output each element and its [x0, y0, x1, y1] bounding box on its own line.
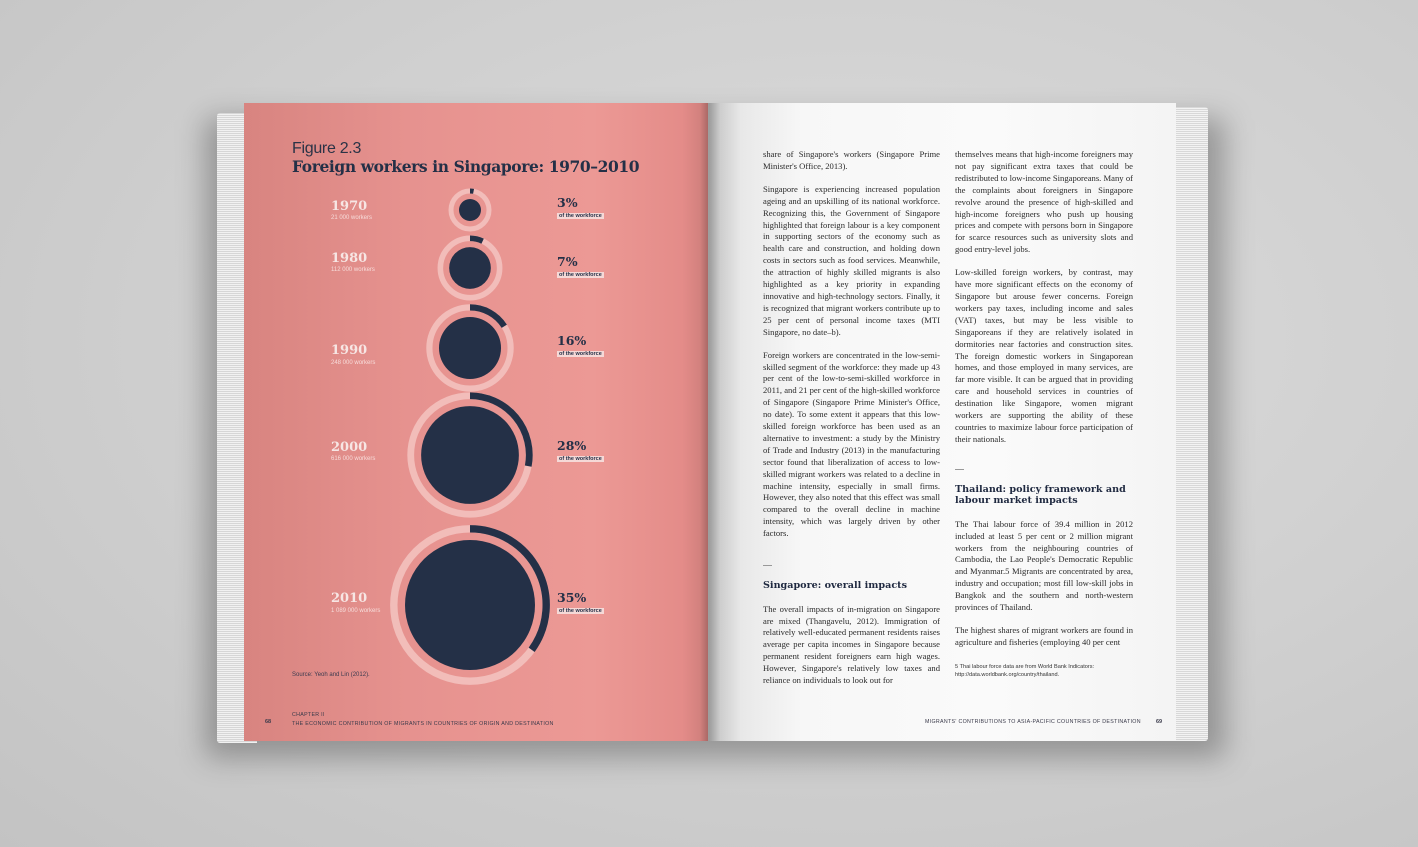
section-rule — [763, 565, 772, 566]
paragraph: Singapore is experiencing increased population ageing and an upskilling of its national workforce. Recognizing this, the Government of Singapore highlighted that foreign labour is a key component in supporting sectors of the economy such as health care and construction, and holding down costs in sectors such as food services. Meanwhile, the attraction of highly skilled migrants is also highlighted as a key priority in expanding innovative and high-technology sectors. Finally, it is recognized that migrant workers contribute up to 25 per cent of personal income taxes (MTI Singapore, no date–b). — [763, 183, 940, 337]
paragraph: The highest shares of migrant workers are found in agriculture and fisheries (employing 40 per cent — [955, 625, 1133, 647]
paragraph: Foreign workers are concentrated in the low-semi-skilled segment of the workforce: they made up 43 per cent of the low-to-semi-skilled workforce in 2011, and 21 per cent of the high-skilled workforce of Singapore (Singapore Prime Minister's Office, no date). To some extent it appears that this low-skilled foreign workforce has been used as an alternative to investment: a study by the Ministry of Trade and Industry (2013) in the manufacturing sector found that liberalization of access to low-skilled migrant workers was related to a decline in machine intensity, especially in small firms. However, they also noted that this effect was small compared to the overall decline in machine intensity, which was largely driven by other factors. — [763, 349, 940, 539]
worker-count-bubble — [405, 540, 535, 670]
figure-source: Source: Yeoh and Lin (2012). — [292, 672, 370, 678]
workforce-tag: of the workforce — [559, 608, 602, 614]
bubble-chart — [244, 103, 710, 741]
percent-label: 35% — [557, 590, 587, 605]
workforce-tag: of the workforce — [559, 213, 602, 219]
worker-count: 112 000 workers — [331, 267, 375, 273]
worker-count: 21 000 workers — [331, 215, 373, 221]
worker-count: 1 089 000 workers — [331, 608, 381, 614]
footnote: 5 Thai labour force data are from World Bank Indicators: http://data.worldbank.org/country/thailand. — [955, 664, 1095, 678]
paragraph: Low-skilled foreign workers, by contrast, may have more significant effects on the economy of Singapore but arouse fewer concerns. Foreign workers pay taxes, including income and sales (VAT) taxes, but may be less visible to Singaporeans if they are relatively isolated in dormitories near factories and construction sites. The foreign domestic workers in Singaporean homes, and those employed in many services, are far more visible. It can be argued that in providing care and household services in countries of destination like Singapore, women migrant workers are supporting the ability of these countries to maximize labour force participation of their nationals. — [955, 267, 1133, 444]
year-label: 1990 — [331, 343, 368, 358]
figure-label: Figure 2.3 — [292, 140, 362, 157]
year-label: 2000 — [331, 440, 368, 455]
right-page-number: 69 — [1156, 719, 1163, 725]
worker-count-bubble — [449, 247, 491, 289]
worker-count-bubble — [439, 317, 501, 379]
running-title: MIGRANTS' CONTRIBUTIONS TO ASIA-PACIFIC COUNTRIES OF DESTINATION — [925, 719, 1141, 725]
figure-title: Foreign workers in Singapore: 1970–2010 — [292, 157, 640, 176]
percent-label: 16% — [557, 333, 587, 348]
paragraph: share of Singapore's workers (Singapore Prime Minister's Office, 2013). — [763, 149, 940, 171]
year-label: 1970 — [331, 199, 368, 214]
year-label: 2010 — [331, 591, 368, 606]
section-heading: Thailand: policy framework and labour market impacts — [955, 483, 1126, 507]
workforce-tag: of the workforce — [559, 351, 602, 357]
chapter-footer — [292, 711, 554, 728]
chapter-number: CHAPTER II — [292, 712, 325, 718]
worker-count: 248 000 workers — [331, 360, 376, 366]
left-page-number: 68 — [265, 719, 272, 725]
worker-count-bubble — [421, 406, 519, 504]
text-column-2 — [955, 149, 1133, 660]
worker-count-bubble — [459, 199, 481, 221]
paragraph: The Thai labour force of 39.4 million in 2012 included at least 5 per cent or 2 million migrant workers from the neighbouring countries of Cambodia, the Lao People's Democratic Republic and Myanmar.5 Migrants are concentrated by area, industry and occupation; most fill low-skill jobs in Bangkok and the southern and north-western provinces of Thailand. — [955, 518, 1133, 613]
paragraph: The overall impacts of in-migration on Singapore are mixed (Thangavelu, 2012). Immigration of relatively well-educated permanent residents raises average per capita incomes in Singapore because permanent resident foreigners earn high wages. However, Singapore's relatively low taxes and reliance on individuals to look out for — [763, 603, 940, 686]
chapter-title: THE ECONOMIC CONTRIBUTION OF MIGRANTS IN COUNTRIES OF ORIGIN AND DESTINATION — [292, 720, 554, 727]
workforce-share-arc — [470, 238, 483, 241]
section-heading: Singapore: overall impacts — [763, 580, 907, 592]
year-label: 1980 — [331, 251, 368, 266]
text-column-1 — [763, 149, 940, 698]
section-rule — [955, 469, 964, 470]
paragraph: themselves means that high-income foreigners may not pay significant extra taxes that could be redistributed to low-income Singaporeans. Many of the complaints about foreigners in Singapore revolve around the presence of high-skilled and high-income foreigners who push up housing prices and compete with persons born in Singapore for scarce resources such as university slots and good entry-level jobs. — [955, 149, 1133, 255]
percent-label: 3% — [557, 195, 578, 210]
worker-count: 616 000 workers — [331, 456, 376, 462]
workforce-tag: of the workforce — [559, 456, 602, 462]
percent-label: 28% — [557, 438, 587, 453]
workforce-tag: of the workforce — [559, 272, 602, 278]
percent-label: 7% — [557, 254, 578, 269]
